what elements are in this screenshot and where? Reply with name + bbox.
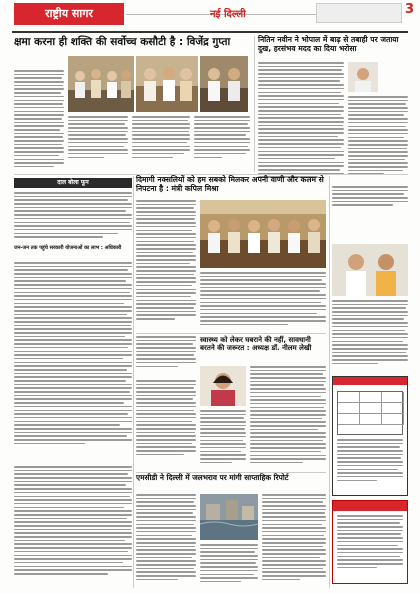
column-rule: [329, 176, 330, 588]
notice-header-band: [333, 377, 407, 385]
article-text-2: [68, 116, 128, 172]
photo-portrait: [348, 62, 378, 92]
photo-group: [136, 56, 198, 112]
ad-header-band: [333, 501, 407, 511]
photo-portrait-image: [348, 62, 378, 92]
article-text-3: [132, 116, 190, 172]
brand-block: [14, 3, 124, 25]
public-notice: [332, 376, 408, 496]
photo-dignitaries: [200, 56, 248, 112]
banner-article-text: [14, 192, 132, 242]
column-rule: [133, 176, 134, 588]
column-rule: [254, 36, 255, 172]
photo-leaders: [332, 244, 408, 296]
photo-leaders-image: [332, 244, 408, 296]
left-bottom-text: [14, 466, 132, 584]
notice-text: [337, 439, 403, 493]
left-lower-text: [14, 262, 132, 462]
row-rule: [136, 333, 326, 334]
headline-forgiveness: क्षमा करना ही शक्ति की सर्वोच्च कसौटी है : विजेंद्र गुप्ता: [14, 36, 231, 48]
headline-waterlogging: एमसीडी ने दिल्ली में जलभराव पर मांगी साप्ताहिक रिपोर्ट: [136, 473, 289, 482]
photo-delegation-image: [68, 56, 134, 112]
ad-text: [337, 515, 403, 581]
masthead: [0, 0, 420, 30]
edition-box: [316, 3, 402, 23]
page-number: 3: [404, 2, 414, 17]
notice-table: [337, 391, 403, 435]
brand-name: राष्ट्रीय सागर: [45, 7, 93, 20]
water-text-3: [200, 544, 258, 586]
advertisement: [332, 500, 408, 584]
headline-health: स्वास्थ्य को लेकर घबराने की नहीं, सावधानी बरतने की जरूरत : अध्यक्ष डॉ. नीलम लेखी: [200, 336, 312, 353]
row-rule: [136, 472, 326, 473]
photo-group-image: [136, 56, 198, 112]
center-left-text: [136, 336, 196, 376]
photo-doctor-image: [200, 366, 246, 406]
water-text-2: [262, 494, 326, 586]
article-text-4: [194, 116, 250, 172]
photo-event: [200, 200, 326, 268]
naxal-text-2: [200, 272, 326, 330]
row-rule: [14, 174, 408, 175]
headline-schemes: जन-जन तक पहुंचे सरकारी योजनाओं का लाभ : अधिकारी: [14, 245, 122, 251]
water-text-1: [136, 494, 196, 586]
photo-event-image: [200, 200, 326, 268]
right-col-text: [332, 186, 408, 210]
health-text-1: [136, 380, 196, 470]
photo-doctor: [200, 366, 246, 406]
masthead-divider: [12, 31, 408, 33]
bhopal-text: [258, 62, 344, 182]
headline-naxal: दिमागी नक्सलियों को हम सबको मिलकर अपनी वाणी और कलम से निपटना है : मंत्री कपिल मिश्रा: [136, 175, 324, 193]
photo-delegation: [68, 56, 134, 112]
page-footer: [12, 582, 408, 590]
health-text-3: [200, 410, 246, 470]
photo-waterlogging-image: [200, 494, 258, 540]
headline-bhopal-flood: नितिन नवीन ने भोपाल में बाढ़ से तबाही पर जताया दुख, हरसंभव मदद का दिया भरोसा: [258, 35, 399, 53]
naxal-text-1: [136, 200, 196, 330]
health-text-2: [250, 366, 326, 470]
section-banner: दाल बोला फून: [14, 178, 132, 188]
right-col-text-2: [332, 300, 408, 370]
article-text: [14, 70, 64, 170]
photo-waterlogging: [200, 494, 258, 540]
city-label: नई दिल्ली: [210, 9, 246, 20]
photo-dignitaries-image: [200, 56, 248, 112]
bhopal-text-2: [348, 96, 408, 182]
